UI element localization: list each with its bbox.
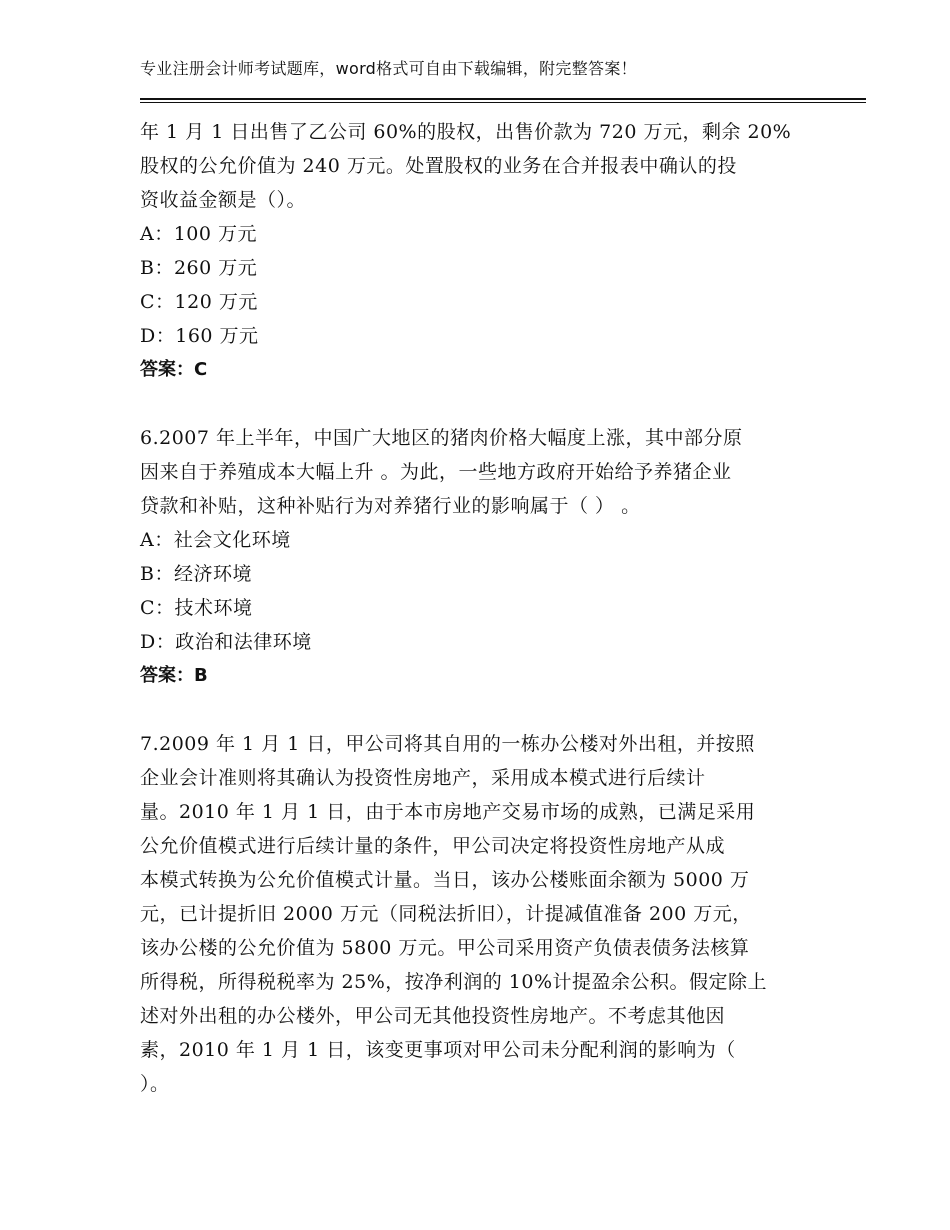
question-text-line: 述对外出租的办公楼外，甲公司无其他投资性房地产。不考虑其他因 [140, 1005, 726, 1027]
question-content [140, 115, 820, 1101]
option-c: C：技术环境 [140, 597, 253, 619]
question-text-line: 贷款和补贴，这种补贴行为对养猪行业的影响属于（ ） 。 [140, 495, 641, 517]
option-b: B：260 万元 [140, 257, 258, 279]
spacer [140, 693, 820, 727]
question-text-line: 资收益金额是（）。 [140, 189, 307, 211]
option-a: A：社会文化环境 [140, 529, 291, 551]
question-text-line: 该办公楼的公允价值为 5800 万元。甲公司采用资产负债表债务法核算 [140, 937, 750, 959]
option-c: C：120 万元 [140, 291, 258, 313]
option-d: D：政治和法律环境 [140, 631, 312, 653]
answer-label: 答案：B [140, 665, 208, 686]
question-text-line: ）。 [140, 1073, 170, 1095]
question-text-line: 6.2007 年上半年，中国广大地区的猪肉价格大幅度上涨，其中部分原 [140, 427, 743, 449]
question-text-line: 企业会计准则将其确认为投资性房地产，采用成本模式进行后续计 [140, 767, 706, 789]
question-text-line: 7.2009 年 1 月 1 日，甲公司将其自用的一栋办公楼对外出租，并按照 [140, 733, 755, 755]
question-5 [140, 115, 820, 387]
question-text-line: 本模式转换为公允价值模式计量。当日，该办公楼账面余额为 5000 万 [140, 869, 750, 891]
question-text-line: 股权的公允价值为 240 万元。处置股权的业务在合并报表中确认的投 [140, 155, 737, 177]
question-text-line: 素，2010 年 1 月 1 日，该变更事项对甲公司未分配利润的影响为（ [140, 1039, 736, 1061]
option-b: B：经济环境 [140, 563, 252, 585]
spacer [140, 387, 820, 421]
question-text-line: 所得税，所得税税率为 25%，按净利润的 10%计提盈余公积。假定除上 [140, 971, 768, 993]
header-rule-thick [140, 98, 866, 100]
answer-label: 答案：C [140, 359, 208, 380]
question-6 [140, 421, 820, 693]
header-rule-thin [140, 102, 866, 103]
question-text-line: 元，已计提折旧 2000 万元（同税法折旧），计提减值准备 200 万元， [140, 903, 752, 925]
option-a: A：100 万元 [140, 223, 258, 245]
question-text-line: 公允价值模式进行后续计量的条件，甲公司决定将投资性房地产从成 [140, 835, 726, 857]
question-text-line: 量。2010 年 1 月 1 日，由于本市房地产交易市场的成熟，已满足采用 [140, 801, 756, 823]
page-header: 专业注册会计师考试题库，word格式可自由下载编辑，附完整答案！ [140, 59, 637, 78]
question-7 [140, 727, 820, 1101]
option-d: D：160 万元 [140, 325, 259, 347]
question-text-line: 年 1 月 1 日出售了乙公司 60%的股权，出售价款为 720 万元，剩余 20% [140, 121, 792, 143]
question-text-line: 因来自于养殖成本大幅上升 。为此，一些地方政府开始给予养猪企业 [140, 461, 732, 483]
